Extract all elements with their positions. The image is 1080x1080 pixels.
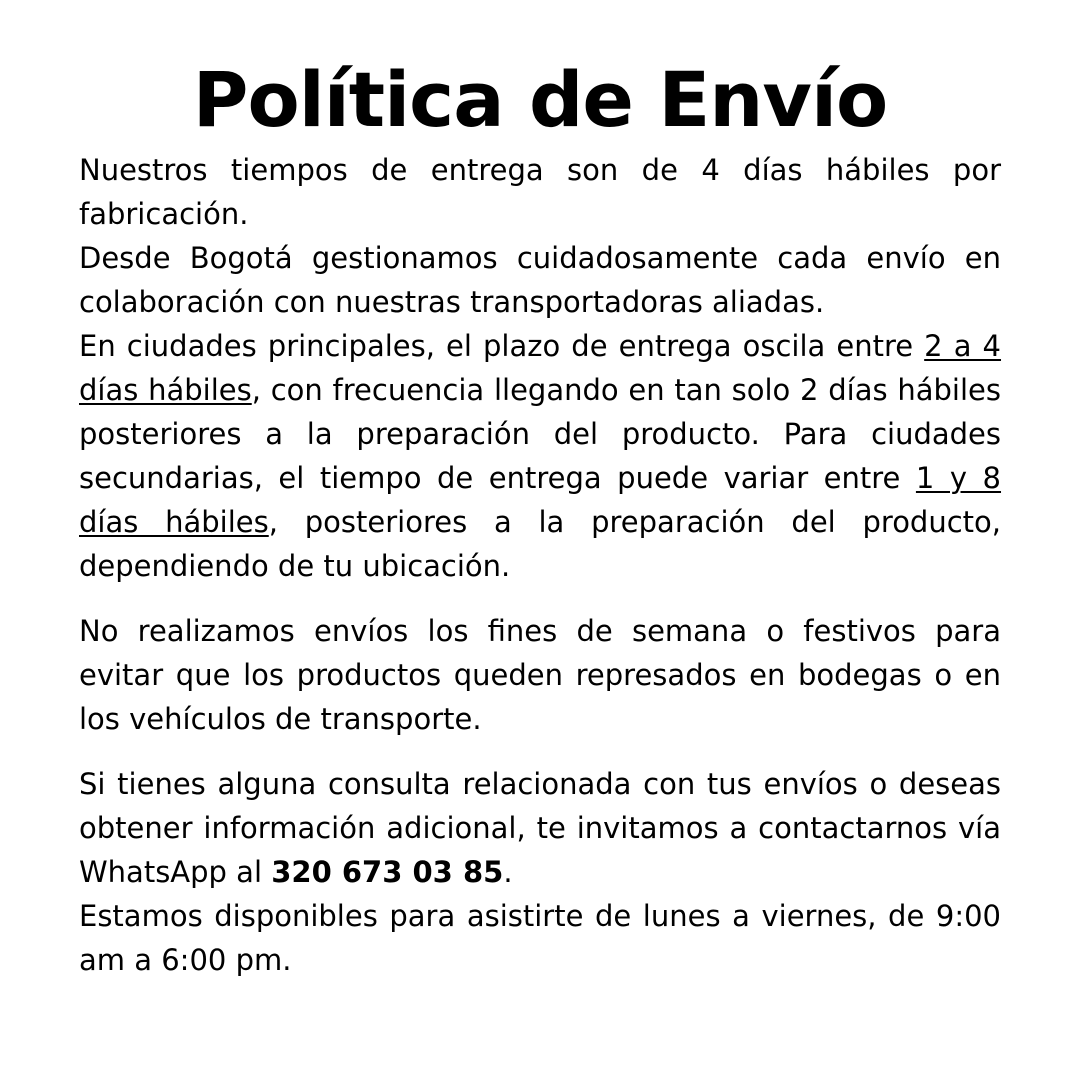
paragraph-delivery-ranges <box>79 324 1001 588</box>
shipping-policy-document <box>79 52 1001 982</box>
paragraph-no-weekend: No realizamos envíos los fines de semana o festivos para evitar que los productos queden represados en bodegas o en los vehículos de transporte. <box>79 614 1001 736</box>
paragraph-delivery-time: Nuestros tiempos de entrega son de 4 días hábiles por fabricación. <box>79 153 1001 231</box>
ranges-text-1: En ciudades principales, el plazo de entrega oscila entre <box>79 329 925 363</box>
secondary-cities-range: 1 y 8 días hábiles <box>79 461 1002 539</box>
contact-text-1: Si tienes alguna consulta relacionada con tus envíos o deseas obtener información adicional, te invitamos a contactarnos vía WhatsApp al <box>79 767 1001 889</box>
page-title: Política de Envío <box>192 55 888 144</box>
contact-text-2: . <box>503 855 513 889</box>
main-cities-range: 2 a 4 días hábiles <box>79 329 1002 407</box>
ranges-text-3: , posteriores a la preparación del producto, dependiendo de tu ubicación. <box>79 505 1001 583</box>
whatsapp-phone: 320 673 03 85 <box>271 855 504 889</box>
paragraph-contact <box>79 762 1001 894</box>
paragraph-bogota: Desde Bogotá gestionamos cuidadosamente cada envío en colaboración con nuestras transportadoras aliadas. <box>79 241 1001 319</box>
ranges-text-2: , con frecuencia llegando en tan solo 2 días hábiles posteriores a la preparación del producto. Para ciudades secundarias, el tiempo de entrega puede variar entre <box>79 373 1001 495</box>
paragraph-hours: Estamos disponibles para asistirte de lunes a viernes, de 9:00 am a 6:00 pm. <box>79 899 1001 977</box>
